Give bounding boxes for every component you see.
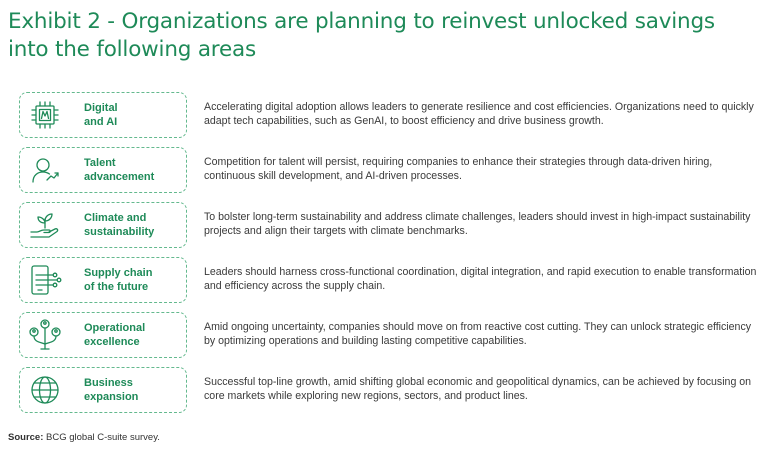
area-card <box>19 202 187 248</box>
list-item <box>19 202 759 248</box>
area-card <box>19 367 187 413</box>
area-label: Business expansion <box>84 377 139 403</box>
mobile-network-icon <box>28 263 62 297</box>
page-title: Exhibit 2 - Organizations are planning to reinvest unlocked savings into the following areas <box>8 9 715 62</box>
area-description: Successful top-line growth, amid shifting global economic and geopolitical dynamics, can be achieved by focusing on core markets while exploring new regions, sectors, and product lines. <box>204 376 752 402</box>
area-label: Supply chain of the future <box>84 267 153 293</box>
area-label: Digital and AI <box>84 102 118 128</box>
area-description: Amid ongoing uncertainty, companies should move on from reactive cost cutting. They can unlock strategic efficiency by optimizing operations and building lasting competitive capabilities. <box>204 321 752 347</box>
list-item <box>19 312 759 358</box>
hand-sprout-icon <box>28 208 62 242</box>
area-description: Leaders should harness cross-functional coordination, digital integration, and rapid execution to enable transformation and efficiency across the supply chain. <box>204 266 757 292</box>
area-label: Climate and sustainability <box>84 212 155 238</box>
area-label: Operational excellence <box>84 322 146 348</box>
area-card <box>19 312 187 358</box>
source-note: Source: BCG global C-suite survey. <box>8 432 160 443</box>
area-card <box>19 147 187 193</box>
area-card <box>19 92 187 138</box>
list-item <box>19 257 759 303</box>
person-growth-icon <box>28 153 62 187</box>
people-network-icon <box>28 318 62 352</box>
area-description: Accelerating digital adoption allows leaders to generate resilience and cost efficiencies. Organizations need to quickly adapt tech capabilities, such as GenAI, to boost efficiency and drive business growth. <box>204 101 754 127</box>
area-card <box>19 257 187 303</box>
list-item <box>19 147 759 193</box>
globe-icon <box>28 373 62 407</box>
area-description: Competition for talent will persist, requiring companies to enhance their strategies through data-driven hiring, continuous skill development, and AI-driven processes. <box>204 156 713 182</box>
area-description: To bolster long-term sustainability and address climate challenges, leaders should invest in high-impact sustainability projects and align their targets with climate benchmarks. <box>204 211 751 237</box>
area-label: Talent advancement <box>84 157 155 183</box>
list-item <box>19 92 759 138</box>
ai-chip-icon <box>28 98 62 132</box>
list-item <box>19 367 759 413</box>
